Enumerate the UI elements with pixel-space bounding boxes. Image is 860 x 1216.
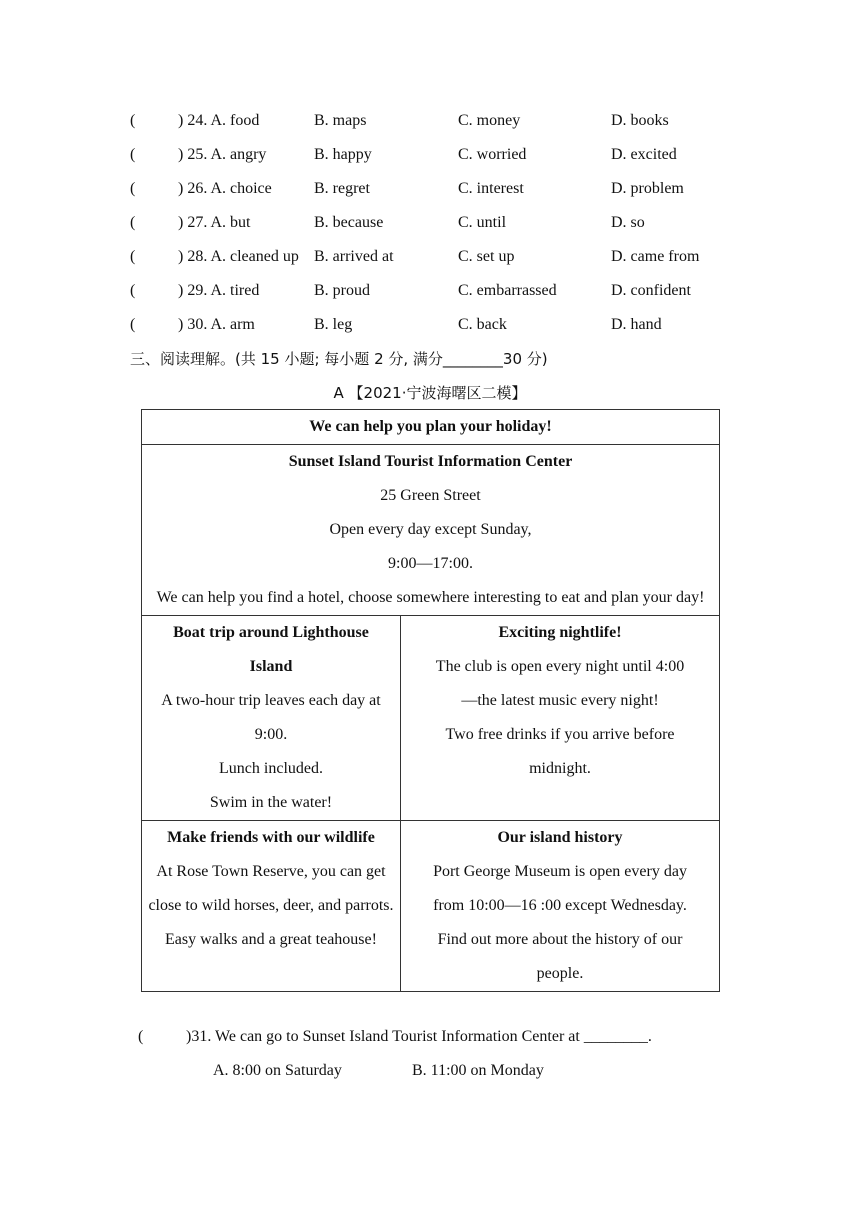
answer-paren[interactable]: ( <box>130 282 136 299</box>
question-row <box>0 274 860 308</box>
history-cell <box>401 821 720 992</box>
info-center-help: We can help you find a hotel, choose somewhere interesting to eat and plan your day! <box>156 589 705 606</box>
q31-option-a[interactable]: A. 8:00 on Saturday <box>213 1062 342 1079</box>
boat-trip-title: Boat trip around Lighthouse Island <box>173 624 369 675</box>
nightlife-cell <box>401 616 720 821</box>
question-option-a[interactable]: ) 24. A. food <box>178 112 260 129</box>
history-line1: Port George Museum is open every day from 10:00—16 :00 except Wednesday. Find out more about the history of our people. <box>433 863 687 982</box>
question-option-c[interactable]: C. set up <box>458 248 515 265</box>
table-header-text: We can help you plan your holiday! <box>309 418 552 435</box>
answer-paren[interactable]: ( <box>130 180 136 197</box>
question-option-a[interactable]: ) 27. A. but <box>178 214 251 231</box>
q31-answer-paren[interactable]: ( <box>138 1028 144 1045</box>
answer-paren[interactable]: ( <box>130 112 136 129</box>
question-option-a[interactable]: ) 26. A. choice <box>178 180 272 197</box>
question-option-c[interactable]: C. worried <box>458 146 527 163</box>
question-option-c[interactable]: C. back <box>458 316 507 333</box>
question-option-a[interactable]: ) 28. A. cleaned up <box>178 248 299 265</box>
question-row <box>0 172 860 206</box>
wildlife-title: Make friends with our wildlife <box>167 829 375 846</box>
question-option-b[interactable]: B. arrived at <box>314 248 394 265</box>
wildlife-cell <box>142 821 401 992</box>
nightlife-line2: Two free drinks if you arrive before midnight. <box>445 726 675 777</box>
question-option-c[interactable]: C. embarrassed <box>458 282 557 299</box>
answer-paren[interactable]: ( <box>130 248 136 265</box>
nightlife-title: Exciting nightlife! <box>498 624 622 641</box>
boat-trip-cell <box>142 616 401 821</box>
passage-title: A 【2021·宁波海曙区二模】 <box>333 384 527 402</box>
q31-option-b[interactable]: B. 11:00 on Monday <box>412 1062 544 1079</box>
question-row <box>0 308 860 342</box>
question-option-d[interactable]: D. problem <box>611 180 684 197</box>
boat-trip-line1: A two-hour trip leaves each day at 9:00. <box>161 692 381 743</box>
question-option-d[interactable]: D. so <box>611 214 645 231</box>
question-option-b[interactable]: B. because <box>314 214 384 231</box>
info-center-address: 25 Green Street <box>380 487 481 504</box>
question-option-b[interactable]: B. leg <box>314 316 353 333</box>
question-option-b[interactable]: B. proud <box>314 282 370 299</box>
question-option-d[interactable]: D. came from <box>611 248 700 265</box>
question-option-a[interactable]: ) 29. A. tired <box>178 282 260 299</box>
question-row <box>0 138 860 172</box>
section-title: 三、阅读理解。(共 15 小题; 每小题 2 分, 满分________30 分) <box>130 350 548 368</box>
info-table <box>141 409 720 992</box>
question-option-d[interactable]: D. confident <box>611 282 691 299</box>
question-option-b[interactable]: B. maps <box>314 112 367 129</box>
history-title: Our island history <box>497 829 623 846</box>
nightlife-line1: The club is open every night until 4:00—the latest music every night! <box>435 658 685 709</box>
info-center-cell <box>142 445 720 616</box>
wildlife-line1: At Rose Town Reserve, you can get close to wild horses, deer, and parrots. Easy walks and a great teahouse! <box>148 863 394 948</box>
question-option-b[interactable]: B. regret <box>314 180 370 197</box>
question-row <box>0 104 860 138</box>
info-center-name: Sunset Island Tourist Information Center <box>288 453 573 470</box>
table-header <box>142 410 720 445</box>
info-center-hours: 9:00—17:00. <box>388 555 473 572</box>
question-option-c[interactable]: C. interest <box>458 180 524 197</box>
answer-paren[interactable]: ( <box>130 316 136 333</box>
question-option-a[interactable]: ) 25. A. angry <box>178 146 267 163</box>
question-option-d[interactable]: D. excited <box>611 146 677 163</box>
question-option-c[interactable]: C. money <box>458 112 521 129</box>
question-row <box>0 206 860 240</box>
question-option-d[interactable]: D. hand <box>611 316 662 333</box>
answer-paren[interactable]: ( <box>130 214 136 231</box>
answer-paren[interactable]: ( <box>130 146 136 163</box>
boat-trip-line2: Lunch included. <box>219 760 323 777</box>
info-center-open: Open every day except Sunday, <box>329 521 532 538</box>
q31-stem: )31. We can go to Sunset Island Tourist Information Center at ________. <box>186 1028 652 1045</box>
question-option-a[interactable]: ) 30. A. arm <box>178 316 255 333</box>
boat-trip-line3: Swim in the water! <box>209 794 333 811</box>
question-option-c[interactable]: C. until <box>458 214 507 231</box>
question-row <box>0 240 860 274</box>
question-option-b[interactable]: B. happy <box>314 146 372 163</box>
question-option-d[interactable]: D. books <box>611 112 669 129</box>
